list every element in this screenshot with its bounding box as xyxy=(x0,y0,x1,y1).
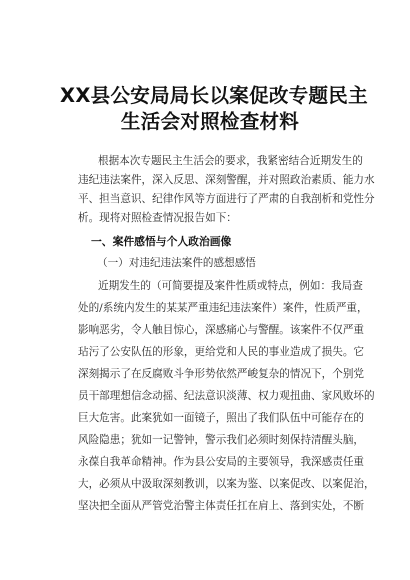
body-line-3: 影响恶劣，令人触目惊心，深感痛心与警醒。该案件不仅严重 xyxy=(78,324,365,336)
body-line-10: 大，必须从中汲取深刻教训，以案为鉴、以案促改、以案促治， xyxy=(78,478,375,490)
body-line-2: 处的/系统内发生的某某严重违纪违法案件）案件，性质严重， xyxy=(78,302,368,314)
body-line-9: 永葆自我革命精神。作为县公安局的主要领导，我深感责任重 xyxy=(78,456,365,468)
body-line-8: 风险隐患；犹如一记警钟，警示我们必须时刻保持清醒头脑， xyxy=(78,434,365,446)
intro-line-2: 违纪违法案件，深入反思、深刻警醒，并对照政治素质、能力水 xyxy=(78,174,375,186)
body-line-6: 员干部理想信念动摇、纪法意识淡薄、权力观扭曲、家风败坏的 xyxy=(78,390,375,402)
intro-line-1: 根据本次专题民主生活会的要求，我紧密结合近期发生的 xyxy=(98,155,363,167)
section-heading: 一、案件感悟与个人政治画像 xyxy=(91,235,232,248)
body-line-11: 坚决把全面从严管党治警主体责任扛在肩上、落到实处，不断 xyxy=(78,500,365,512)
body-line-7: 巨大危害。此案犹如一面镜子，照出了我们队伍中可能存在的 xyxy=(78,412,365,424)
body-line-4: 玷污了公安队伍的形象，更给党和人民的事业造成了损失。它 xyxy=(78,346,365,358)
document-title-line-1: XX县公安局局长以案促改专题民主 xyxy=(60,84,368,107)
section-subheading: （一）对违纪违法案件的感想感悟 xyxy=(97,257,256,269)
intro-line-4: 析。现将对照检查情况报告如下： xyxy=(78,212,237,224)
document-title-line-2: 生活会对照检查材料 xyxy=(120,110,300,133)
intro-line-3: 平、担当意识、纪律作风等方面进行了严肃的自我剖析和党性分 xyxy=(78,193,375,205)
body-line-5: 深刻揭示了在反腐败斗争形势依然严峻复杂的情况下，个别党 xyxy=(78,368,365,380)
body-line-1: 近期发生的（可简要提及案件性质或特点，例如：我局查 xyxy=(98,280,363,292)
